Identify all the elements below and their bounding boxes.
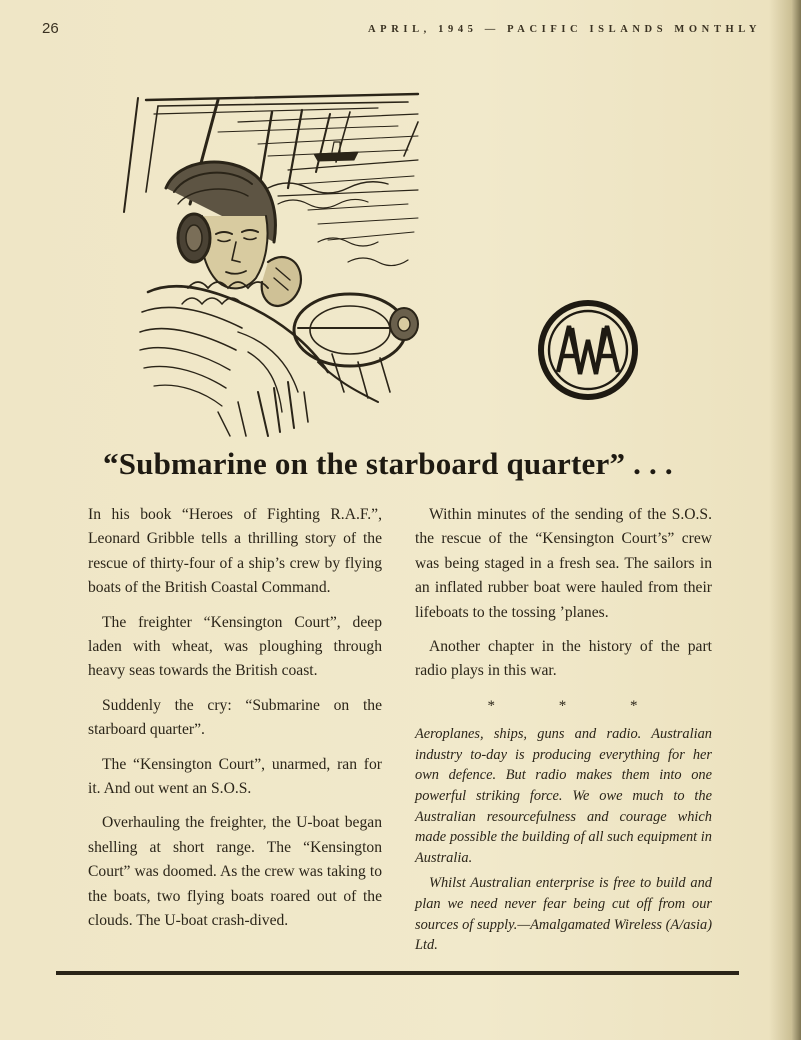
page-edge-shadow [791,0,801,1040]
section-separator: * * * [487,697,668,714]
right-column [415,503,712,961]
body-paragraph: The “Kensington Court”, unarmed, ran for it. And out went an S.O.S. [88,755,382,798]
ad-headline: “Submarine on the starboard quarter” . . . [103,446,673,481]
left-column [88,503,382,944]
body-paragraph: Overhauling the freighter, the U-boat began shelling at short range. The “Kensington Court” was doomed. As the crew was taking to the boats, two flying boats roared out of the clouds. The U-boat crash-dived. [88,814,382,930]
bottom-rule [56,971,739,975]
sponsor-message [415,724,712,956]
body-paragraph: Within minutes of the sending of the S.O.S. the rescue of the “Kensington Court’s” crew was being staged in a fresh sea. The sailors in an inflated rubber boat were hauled from their lifeboats to the tossing ’planes. [415,506,712,621]
italic-paragraph: Whilst Australian enterprise is free to build and plan we need never fear being cut off from our sources of supply.—Amalgamated Wireless (A/asia) Ltd. [415,875,712,954]
airman-illustration [118,92,428,437]
awa-logo [536,298,640,402]
body-paragraph: In his book “Heroes of Fighting R.A.F.”, Leonard Gribble tells a thrilling story of the rescue of thirty-four of a ship’s crew by flying boats of the British Coastal Command. [88,506,382,597]
body-paragraph: Another chapter in the history of the part radio plays in this war. [415,638,712,680]
running-head: APRIL, 1945 — PACIFIC ISLANDS MONTHLY [368,24,762,35]
page-number: 26 [42,20,59,37]
body-paragraph: Suddenly the cry: “Submarine on the starboard quarter”. [88,696,382,739]
italic-paragraph: Aeroplanes, ships, guns and radio. Australian industry to-day is producing everything for her own defence. But radio makes them into one powerful striking force. We owe much to the Australian resourcefulness and courage which made possible the building of all such equipment in Australia. [415,726,712,866]
body-paragraph: The freighter “Kensington Court”, deep laden with wheat, was ploughing through heavy seas towards the British coast. [88,613,382,680]
